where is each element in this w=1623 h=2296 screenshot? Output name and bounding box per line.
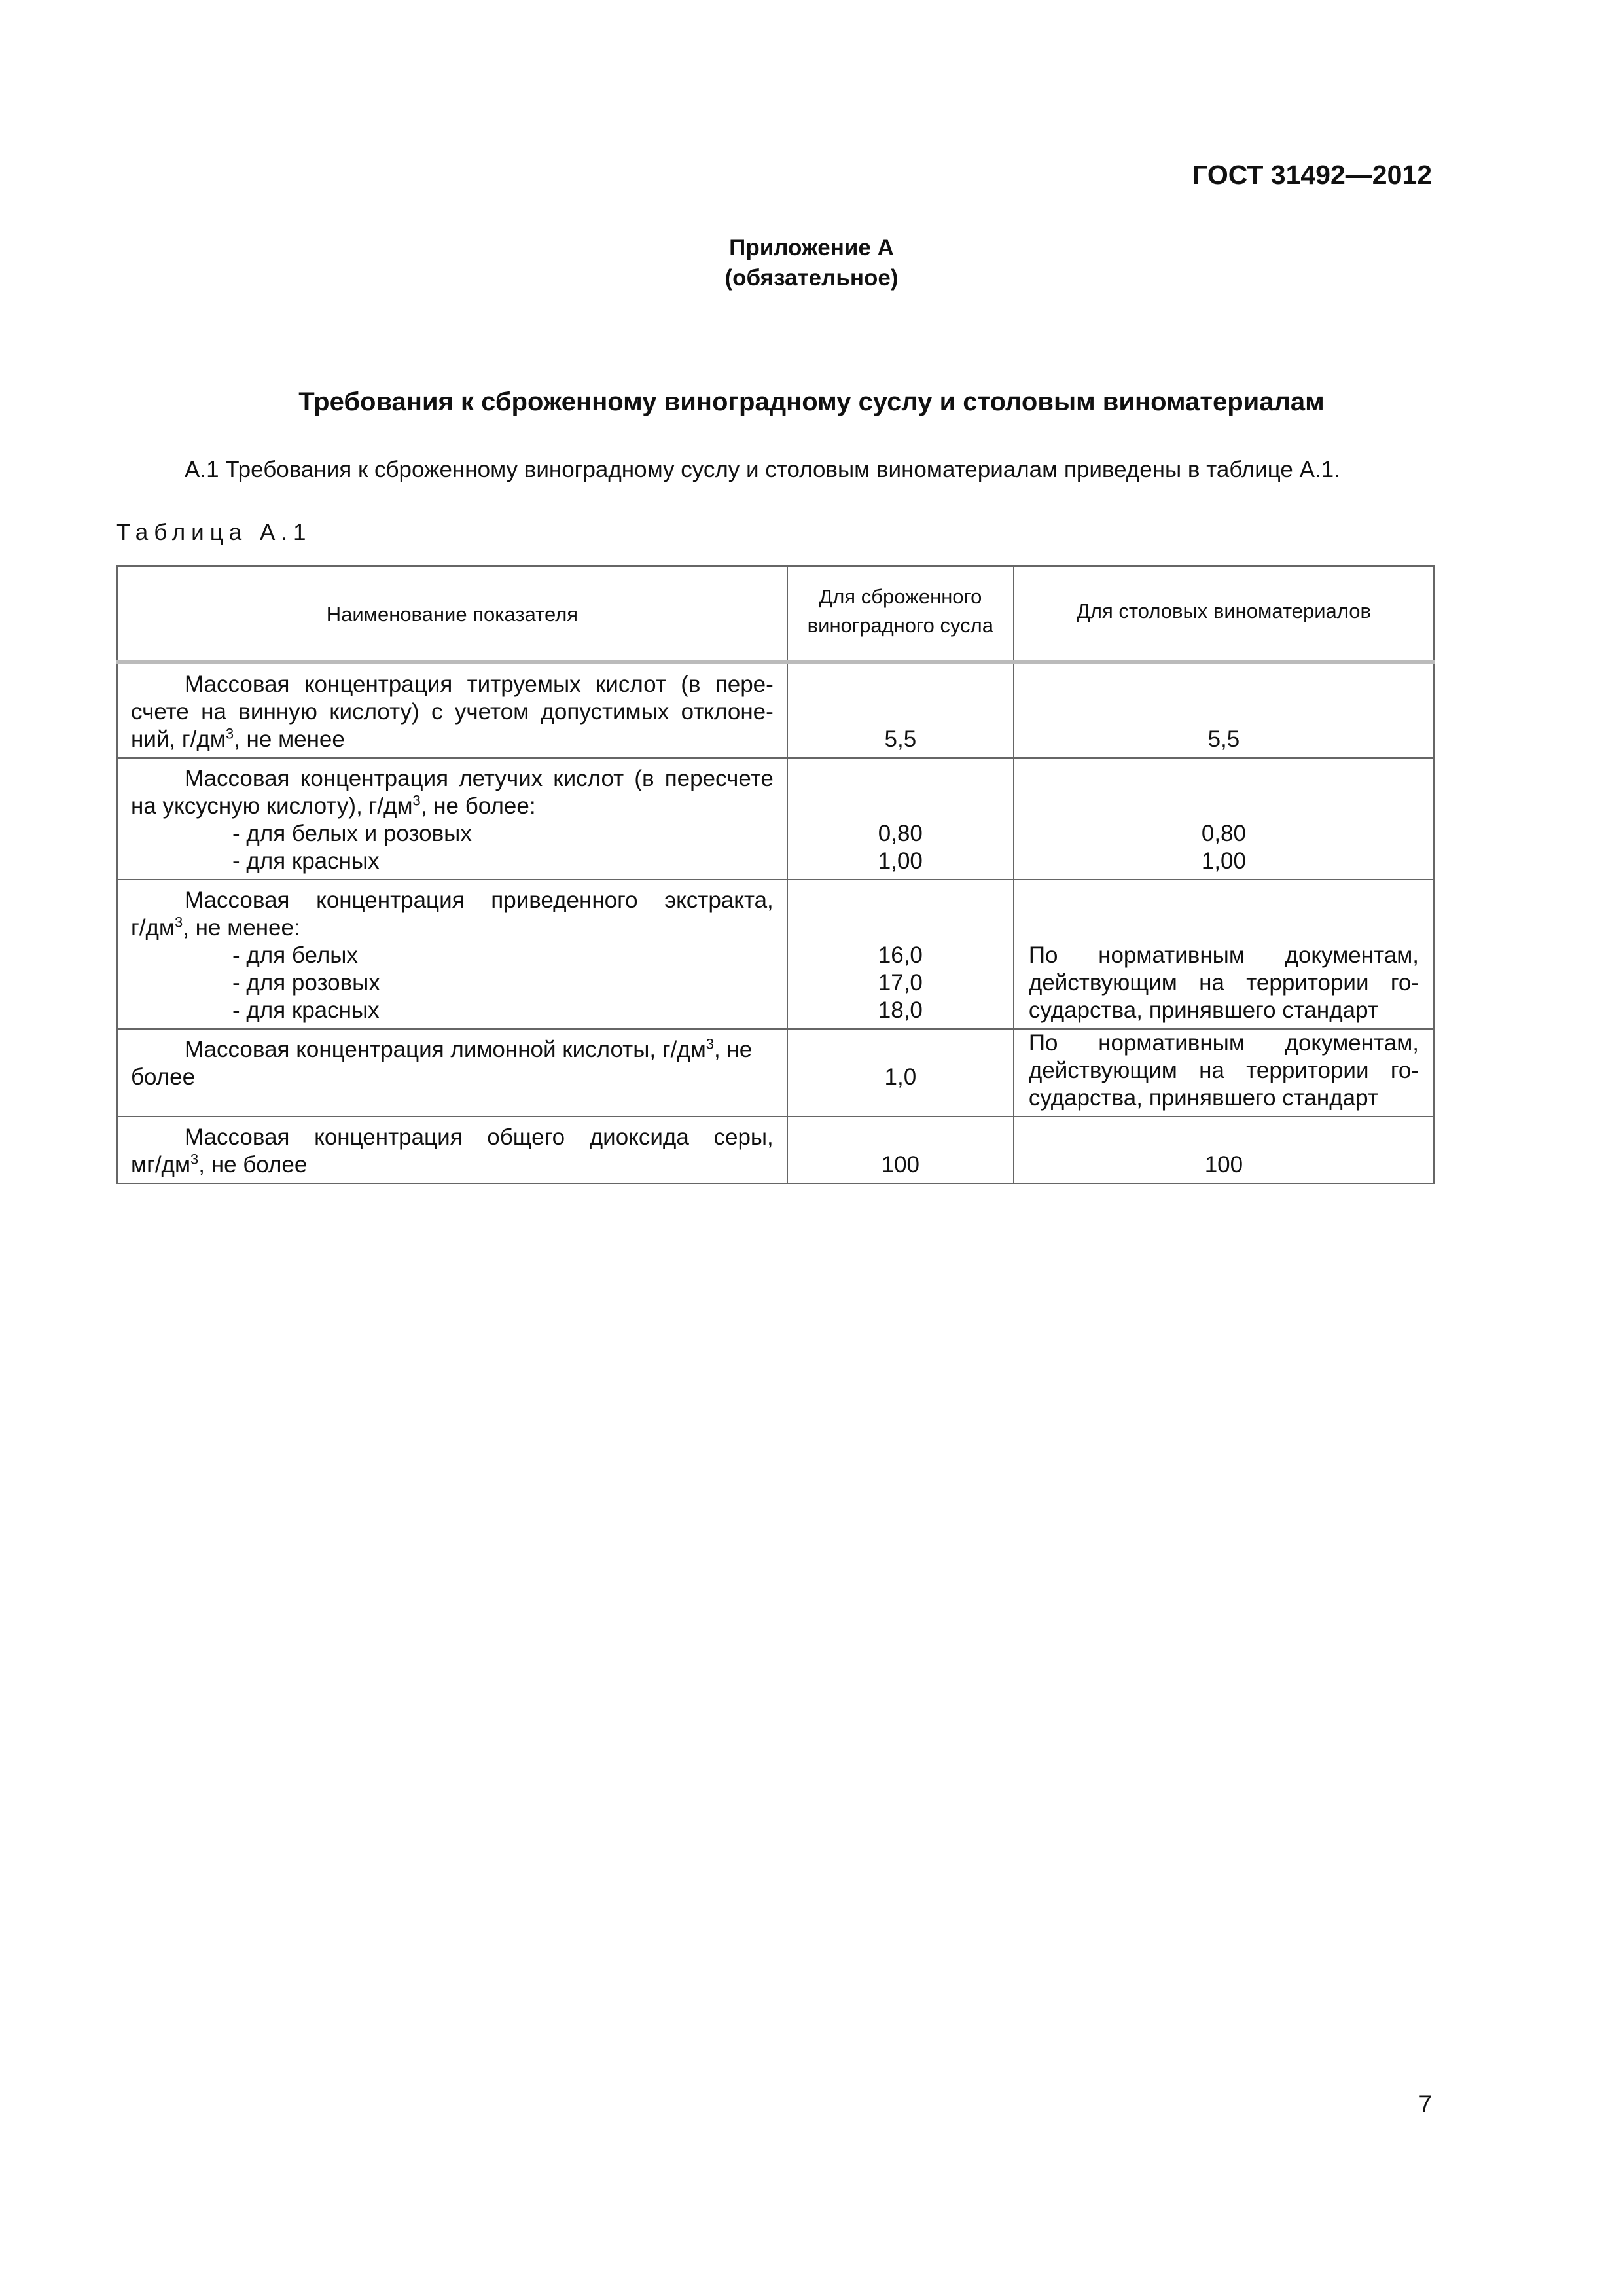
indicator-line: ний, $г/дм^3$, не менее xyxy=(131,725,345,752)
wine-note-line: действующим на территории го- xyxy=(1028,1058,1419,1083)
table-header-row xyxy=(117,566,1434,662)
row-indicator xyxy=(117,880,787,1029)
row-indicator xyxy=(117,758,787,880)
value-line: 16,0 xyxy=(878,942,923,968)
indicator-subline: - для белых и розовых xyxy=(232,821,472,846)
value-line: 0,80 xyxy=(1201,821,1246,846)
table-row xyxy=(117,1029,1434,1117)
table-row xyxy=(117,758,1434,880)
table-row xyxy=(117,662,1434,759)
annex-header xyxy=(0,233,1623,293)
value-wine xyxy=(1014,880,1434,1029)
indicator-subline: - для белых xyxy=(232,942,358,968)
header-must-line: Для сброженного xyxy=(819,585,982,608)
indicator-line: Массовая концентрация летучих кислот (в пересчете xyxy=(185,766,774,791)
indicator-line: более xyxy=(131,1064,196,1090)
wine-note-line: сударства, принявшего стандарт xyxy=(1028,997,1378,1023)
header-indicator: Наименование показателя xyxy=(117,566,787,662)
indicator-line: Массовая концентрация общего диоксида серы, xyxy=(185,1124,774,1150)
value-must xyxy=(787,880,1014,1029)
value-line: 0,80 xyxy=(878,821,923,846)
indicator-line: на уксусную кислоту), $г/дм^3$, не более: xyxy=(131,792,536,819)
wine-note-line: действующим на территории го- xyxy=(1028,970,1419,996)
header-wine: Для столовых виноматериалов xyxy=(1014,566,1434,662)
header-must xyxy=(787,566,1014,662)
wine-note-line: По нормативным документам, xyxy=(1028,942,1419,968)
page-number: 7 xyxy=(1418,2090,1432,2117)
value-line: 1,00 xyxy=(1201,848,1246,874)
indicator-line: Массовая концентрация лимонной кислоты, $г/дм^3$, не xyxy=(185,1035,753,1062)
value-wine: 5,5 xyxy=(1014,662,1434,759)
indicator-line: $мг/дм^3$, не более xyxy=(131,1151,308,1177)
value-wine xyxy=(1014,1029,1434,1117)
table-caption: Таблица А.1 xyxy=(116,520,312,545)
wine-note-line: По нормативным документам, xyxy=(1028,1030,1419,1056)
indicator-subline: - для красных xyxy=(232,848,380,874)
value-must: 100 xyxy=(787,1117,1014,1183)
indicator-line: Массовая концентрация приведенного экстракта, xyxy=(185,888,774,913)
annex-status: (обязательное) xyxy=(724,265,899,291)
value-wine: 100 xyxy=(1014,1117,1434,1183)
value-line: 17,0 xyxy=(878,970,923,996)
wine-note-line: сударства, принявшего стандарт xyxy=(1028,1085,1378,1111)
indicator-line: $г/дм^3$, не менее: xyxy=(131,914,300,941)
indicator-line: Массовая концентрация титруемых кислот (в пере- xyxy=(185,672,774,697)
row-indicator xyxy=(117,1029,787,1117)
section-heading: Требования к сброженному виноградному суслу и столовым виноматериалам xyxy=(298,387,1325,416)
row-indicator xyxy=(117,662,787,759)
value-must: 5,5 xyxy=(787,662,1014,759)
value-line: 18,0 xyxy=(878,997,923,1023)
indicator-subline: - для красных xyxy=(232,997,380,1023)
indicator-line: счете на винную кислоту) с учетом допустимых отклоне- xyxy=(131,699,774,725)
intro-paragraph: А.1 Требования к сброженному виноградному суслу и столовым виноматериалам приведены в таблице А.1. xyxy=(185,457,1340,482)
annex-title: Приложение А xyxy=(729,235,894,260)
standard-number: ГОСТ 31492—2012 xyxy=(1192,160,1432,190)
table-row xyxy=(117,1117,1434,1183)
row-indicator xyxy=(117,1117,787,1183)
value-must: 1,0 xyxy=(787,1029,1014,1117)
value-wine xyxy=(1014,758,1434,880)
table-row xyxy=(117,880,1434,1029)
header-must-line: виноградного сусла xyxy=(807,614,993,637)
value-line: 1,00 xyxy=(878,848,923,874)
requirements-table xyxy=(116,565,1435,1184)
value-must xyxy=(787,758,1014,880)
indicator-subline: - для розовых xyxy=(232,970,380,996)
